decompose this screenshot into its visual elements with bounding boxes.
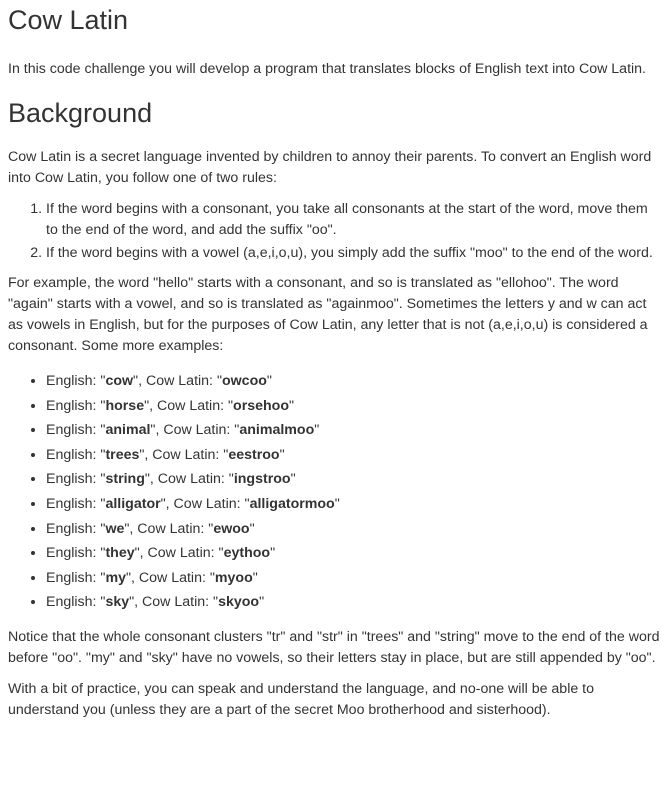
example-item: [46, 566, 662, 591]
example-separator: ", Cow Latin: ": [139, 446, 229, 463]
notice-paragraph: Notice that the whole consonant clusters "tr" and "str" in "trees" and "string" move to the end of the word before "oo". "my" and "sky" have no vowels, so their letters stay in place, but are still appended by "oo".: [8, 628, 660, 666]
english-word: trees: [105, 446, 140, 463]
example-prefix: English: ": [46, 373, 106, 389]
cow-latin-word: ewoo: [213, 520, 250, 537]
example-item: [46, 467, 662, 492]
english-word: we: [105, 520, 125, 537]
example-paragraph: For example, the word "hello" starts with a consonant, and so is translated as "ellohoo". The word "again" starts with a vowel, and so is translated as "againmoo". Sometimes the letters y and w can act as vowels in English, but for the purposes of Cow Latin, any letter that is not (a,e,i,o,u) is considered a consonant. Some more examples:: [8, 275, 648, 354]
practice-paragraph: With a bit of practice, you can speak and understand the language, and no-one will be able to understand you (unless they are a part of the secret Moo brotherhood and sisterhood).: [8, 680, 595, 718]
english-word: alligator: [105, 495, 161, 512]
cow-latin-word: ingstroo: [233, 471, 291, 488]
example-suffix: ": [314, 422, 320, 439]
example-item: [46, 418, 662, 443]
example-suffix: ": [249, 520, 255, 537]
rule-item: 1. If the word begins with a consonant, you take all consonants at the start of the word, move them to the end of the word, and add the suffix "oo".: [46, 199, 662, 241]
cow-latin-word: alligatormoo: [249, 495, 335, 512]
example-separator: ", Cow Latin: ": [150, 422, 240, 439]
example-item: [46, 394, 662, 419]
document: [0, 3, 670, 721]
example-prefix: English: ": [46, 495, 106, 512]
example-suffix: ": [279, 446, 285, 463]
cow-latin-word: orsehoo: [233, 397, 289, 414]
example-suffix: ": [334, 495, 340, 512]
cow-latin-word: skyoo: [218, 594, 260, 611]
page-title: Cow Latin: [8, 5, 129, 35]
example-prefix: English: ": [46, 471, 106, 488]
examples-list: [8, 369, 662, 615]
english-word: they: [105, 545, 135, 562]
example-prefix: English: ": [46, 397, 106, 414]
example-suffix: ": [252, 569, 258, 586]
english-word: horse: [105, 397, 145, 414]
background-heading: Background: [8, 98, 153, 128]
intro-paragraph: In this code challenge you will develop a program that translates blocks of English text into Cow Latin.: [8, 61, 647, 77]
cow-latin-word: eestroo: [228, 446, 280, 463]
example-separator: ", Cow Latin: ": [133, 373, 222, 389]
cow-latin-word: myoo: [214, 569, 253, 586]
example-prefix: English: ": [46, 569, 106, 586]
english-word: animal: [105, 422, 151, 439]
example-item: [46, 443, 662, 468]
english-word: my: [105, 569, 126, 586]
example-separator: ", Cow Latin: ": [144, 397, 234, 414]
english-word: sky: [105, 594, 130, 611]
example-prefix: English: ": [46, 520, 106, 537]
example-item: [46, 541, 662, 566]
cow-latin-word: eythoo: [223, 545, 271, 562]
cow-latin-word: owcoo: [221, 373, 267, 389]
example-suffix: ": [266, 373, 272, 389]
example-separator: ", Cow Latin: ": [129, 594, 219, 611]
example-suffix: ": [270, 545, 276, 562]
example-item: [46, 590, 662, 615]
example-item: [46, 369, 662, 394]
rules-list: [8, 199, 662, 264]
example-prefix: English: ": [46, 545, 106, 562]
example-suffix: ": [259, 594, 265, 611]
example-item: [46, 492, 662, 517]
example-prefix: English: ": [46, 594, 106, 611]
example-suffix: ": [289, 397, 295, 414]
example-suffix: ": [290, 471, 296, 488]
example-separator: ", Cow Latin: ": [125, 569, 215, 586]
example-separator: ", Cow Latin: ": [124, 520, 214, 537]
example-separator: ", Cow Latin: ": [160, 495, 250, 512]
cow-latin-word: animalmoo: [239, 422, 315, 439]
example-prefix: English: ": [46, 446, 106, 463]
rule-item: 2. If the word begins with a vowel (a,e,i,o,u), you simply add the suffix "moo" to the end of the word.: [46, 243, 662, 264]
example-separator: ", Cow Latin: ": [134, 545, 224, 562]
example-item: [46, 517, 662, 542]
english-word: cow: [105, 373, 134, 389]
background-paragraph: Cow Latin is a secret language invented by children to annoy their parents. To convert an English word into Cow Latin, you follow one of two rules:: [8, 149, 652, 186]
example-separator: ", Cow Latin: ": [144, 471, 234, 488]
example-prefix: English: ": [46, 422, 106, 439]
english-word: string: [105, 471, 145, 488]
